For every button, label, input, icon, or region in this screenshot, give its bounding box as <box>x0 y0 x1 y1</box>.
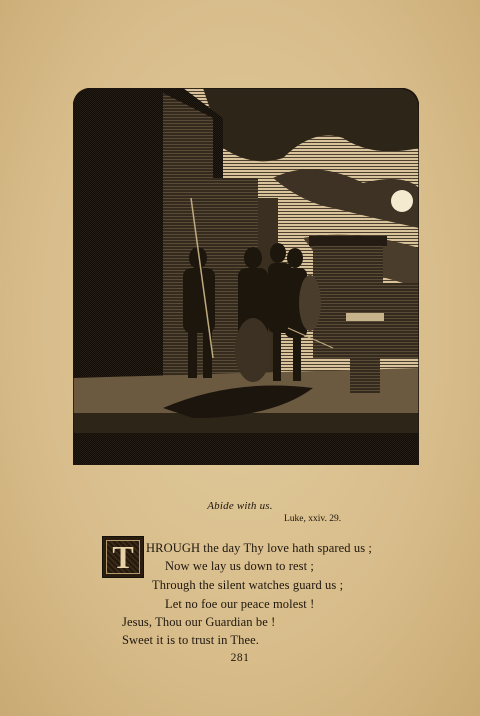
verse-line-1: HROUGH the day Thy love hath spared us ; <box>146 541 372 555</box>
page-number: 281 <box>230 652 250 664</box>
night-scene-engraving <box>73 88 419 465</box>
moon <box>391 190 413 212</box>
drop-cap-letter: T <box>112 539 134 575</box>
verse-line-6: Sweet it is to trust in Thee. <box>122 633 260 647</box>
verse-line-4: Let no foe our peace molest ! <box>165 597 315 611</box>
illustration-caption: Abide with us. <box>207 500 273 512</box>
verse-line-2: Now we lay us down to rest ; <box>165 559 314 573</box>
ornamental-drop-cap <box>102 536 144 578</box>
engraving-illustration <box>73 88 419 465</box>
scripture-reference: Luke, xxiv. 29. <box>284 514 342 524</box>
verse-line-3: Through the silent watches guard us ; <box>152 578 344 592</box>
verse-line-5: Jesus, Thou our Guardian be ! <box>122 615 276 629</box>
